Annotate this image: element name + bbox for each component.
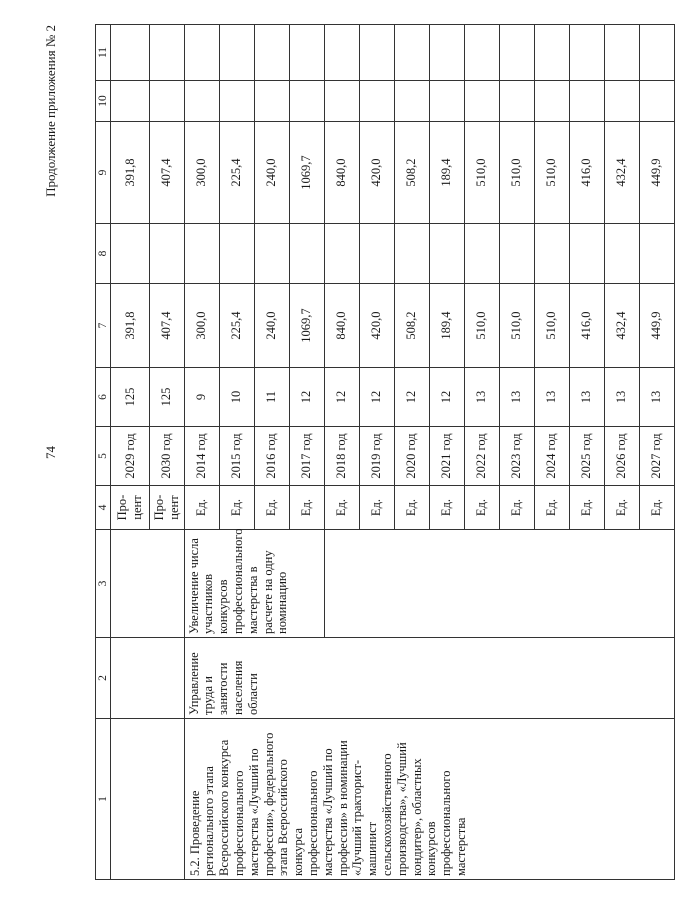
local-budget-cell (569, 81, 604, 122)
col-number: 9 (96, 122, 111, 224)
federal-budget-cell (289, 224, 324, 284)
regional-budget-cell: 300,0 (184, 122, 219, 224)
unit-cell: Ед. (254, 486, 289, 530)
total-funding-cell: 407,4 (150, 284, 185, 368)
federal-budget-cell (394, 224, 429, 284)
regional-budget-cell: 1069,7 (289, 122, 324, 224)
unit-cell: Ед. (499, 486, 534, 530)
unit-cell: Ед. (569, 486, 604, 530)
total-funding-cell: 432,4 (604, 284, 639, 368)
local-budget-cell (464, 81, 499, 122)
local-budget-cell (639, 81, 674, 122)
other-sources-cell (429, 25, 464, 81)
federal-budget-cell (324, 224, 359, 284)
indicator-cell-continued (324, 530, 674, 638)
other-sources-cell (254, 25, 289, 81)
regional-budget-cell: 416,0 (569, 122, 604, 224)
appendix-continuation-note: Продолжение приложения № 2 (43, 25, 58, 197)
prev-indicator-cell (111, 530, 185, 638)
indicator-value-cell: 125 (111, 368, 150, 427)
federal-budget-cell (429, 224, 464, 284)
col-number: 11 (96, 25, 111, 81)
local-budget-cell (324, 81, 359, 122)
total-funding-cell: 240,0 (254, 284, 289, 368)
col-number: 8 (96, 224, 111, 284)
year-cell: 2030 год (150, 427, 185, 486)
total-funding-cell: 300,0 (184, 284, 219, 368)
local-budget-cell (254, 81, 289, 122)
other-sources-cell (324, 25, 359, 81)
federal-budget-cell (464, 224, 499, 284)
total-funding-cell: 391,8 (111, 284, 150, 368)
col-number: 10 (96, 81, 111, 122)
year-cell: 2019 год (359, 427, 394, 486)
federal-budget-cell (639, 224, 674, 284)
total-funding-cell: 225,4 (219, 284, 254, 368)
col-number: 2 (96, 638, 111, 719)
local-budget-cell (499, 81, 534, 122)
total-funding-cell: 510,0 (499, 284, 534, 368)
regional-budget-cell: 432,4 (604, 122, 639, 224)
unit-cell: Ед. (429, 486, 464, 530)
indicator-value-cell: 12 (394, 368, 429, 427)
indicator-value-cell: 13 (604, 368, 639, 427)
total-funding-cell: 1069,7 (289, 284, 324, 368)
table-row (184, 25, 219, 880)
indicator-value-cell: 125 (150, 368, 185, 427)
regional-budget-cell: 510,0 (534, 122, 569, 224)
unit-cell: Ед. (639, 486, 674, 530)
unit-cell: Ед. (324, 486, 359, 530)
regional-budget-cell: 240,0 (254, 122, 289, 224)
col-number: 7 (96, 284, 111, 368)
year-cell: 2017 год (289, 427, 324, 486)
local-budget-cell (184, 81, 219, 122)
local-budget-cell (394, 81, 429, 122)
col-number: 3 (96, 530, 111, 638)
local-budget-cell (289, 81, 324, 122)
local-budget-cell (359, 81, 394, 122)
table-row (111, 25, 150, 880)
regional-budget-cell: 189,4 (429, 122, 464, 224)
activity-description-cell: 5.2. Проведение регионального этапа Всероссийского конкурса профессионального мастерства «Лучший по профессии», федерального этапа Всероссийского конкурса профессионального мастерства «Лучший по профессии» в номинации «Лучший тракторист-машинист сельскохозяйственного производства», «Лучший кондитер», областных конкурсов профессионального мастерства (184, 719, 674, 880)
indicator-value-cell: 13 (569, 368, 604, 427)
other-sources-cell (639, 25, 674, 81)
federal-budget-cell (569, 224, 604, 284)
year-cell: 2029 год (111, 427, 150, 486)
year-cell: 2016 год (254, 427, 289, 486)
indicator-value-cell: 10 (219, 368, 254, 427)
local-budget-cell (604, 81, 639, 122)
regional-budget-cell: 407,4 (150, 122, 185, 224)
col-number: 6 (96, 368, 111, 427)
indicator-value-cell: 13 (639, 368, 674, 427)
local-budget-cell (150, 81, 185, 122)
federal-budget-cell (604, 224, 639, 284)
year-cell: 2014 год (184, 427, 219, 486)
federal-budget-cell (534, 224, 569, 284)
unit-cell: Про-цент (150, 486, 185, 530)
year-cell: 2027 год (639, 427, 674, 486)
unit-cell: Ед. (604, 486, 639, 530)
executor-cell: Управление труда и занятости населения области (184, 638, 674, 719)
indicator-value-cell: 9 (184, 368, 219, 427)
federal-budget-cell (111, 224, 150, 284)
other-sources-cell (534, 25, 569, 81)
total-funding-cell: 510,0 (534, 284, 569, 368)
local-budget-cell (111, 81, 150, 122)
indicator-value-cell: 13 (534, 368, 569, 427)
regional-budget-cell: 225,4 (219, 122, 254, 224)
other-sources-cell (219, 25, 254, 81)
other-sources-cell (464, 25, 499, 81)
regional-budget-cell: 420,0 (359, 122, 394, 224)
other-sources-cell (359, 25, 394, 81)
federal-budget-cell (359, 224, 394, 284)
unit-cell: Ед. (394, 486, 429, 530)
total-funding-cell: 510,0 (464, 284, 499, 368)
year-cell: 2023 год (499, 427, 534, 486)
other-sources-cell (184, 25, 219, 81)
prev-activity-cell (111, 719, 185, 880)
col-number: 5 (96, 427, 111, 486)
local-budget-cell (429, 81, 464, 122)
total-funding-cell: 508,2 (394, 284, 429, 368)
local-budget-cell (219, 81, 254, 122)
regional-budget-cell: 391,8 (111, 122, 150, 224)
landscape-sheet (43, 25, 664, 880)
page-number: 74 (43, 446, 58, 459)
unit-cell: Ед. (534, 486, 569, 530)
total-funding-cell: 420,0 (359, 284, 394, 368)
indicator-value-cell: 11 (254, 368, 289, 427)
indicator-value-cell: 13 (499, 368, 534, 427)
other-sources-cell (394, 25, 429, 81)
col-number: 4 (96, 486, 111, 530)
regional-budget-cell: 840,0 (324, 122, 359, 224)
unit-cell: Ед. (219, 486, 254, 530)
regional-budget-cell: 510,0 (499, 122, 534, 224)
year-cell: 2021 год (429, 427, 464, 486)
total-funding-cell: 840,0 (324, 284, 359, 368)
other-sources-cell (111, 25, 150, 81)
unit-cell: Ед. (289, 486, 324, 530)
regional-budget-cell: 510,0 (464, 122, 499, 224)
total-funding-cell: 189,4 (429, 284, 464, 368)
year-cell: 2018 год (324, 427, 359, 486)
indicator-cell: Увеличение числа участников конкурсов профессионального мастерства в расчете на одну номинацию (184, 530, 324, 638)
year-cell: 2025 год (569, 427, 604, 486)
unit-cell: Ед. (464, 486, 499, 530)
total-funding-cell: 449,9 (639, 284, 674, 368)
total-funding-cell: 416,0 (569, 284, 604, 368)
federal-budget-cell (499, 224, 534, 284)
program-table (95, 24, 675, 880)
year-cell: 2026 год (604, 427, 639, 486)
year-cell: 2015 год (219, 427, 254, 486)
other-sources-cell (289, 25, 324, 81)
other-sources-cell (150, 25, 185, 81)
other-sources-cell (569, 25, 604, 81)
regional-budget-cell: 508,2 (394, 122, 429, 224)
prev-executor-cell (111, 638, 185, 719)
federal-budget-cell (150, 224, 185, 284)
federal-budget-cell (254, 224, 289, 284)
federal-budget-cell (219, 224, 254, 284)
year-cell: 2020 год (394, 427, 429, 486)
federal-budget-cell (184, 224, 219, 284)
column-number-row (96, 25, 111, 880)
other-sources-cell (604, 25, 639, 81)
local-budget-cell (534, 81, 569, 122)
indicator-value-cell: 13 (464, 368, 499, 427)
other-sources-cell (499, 25, 534, 81)
unit-cell: Ед. (184, 486, 219, 530)
indicator-value-cell: 12 (359, 368, 394, 427)
indicator-value-cell: 12 (429, 368, 464, 427)
year-cell: 2022 год (464, 427, 499, 486)
regional-budget-cell: 449,9 (639, 122, 674, 224)
indicator-value-cell: 12 (324, 368, 359, 427)
col-number: 1 (96, 719, 111, 880)
year-cell: 2024 год (534, 427, 569, 486)
unit-cell: Про-цент (111, 486, 150, 530)
unit-cell: Ед. (359, 486, 394, 530)
indicator-value-cell: 12 (289, 368, 324, 427)
